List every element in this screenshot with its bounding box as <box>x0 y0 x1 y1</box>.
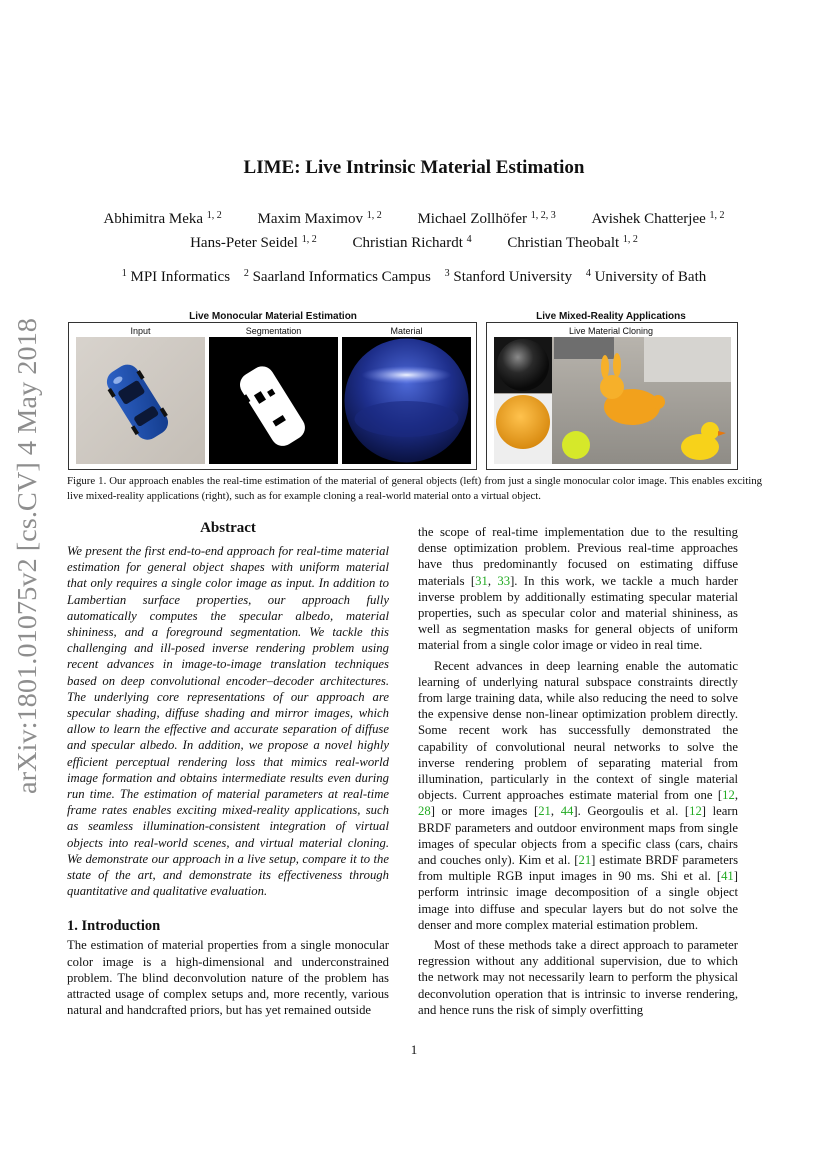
authors-row-1 <box>0 210 828 228</box>
figure-right-title: Live Mixed-Reality Applications <box>536 311 686 322</box>
citation-link[interactable]: 12 <box>722 788 735 803</box>
author: Christian Theobalt $^{1, 2}$ <box>507 234 638 251</box>
citation-link[interactable]: 31 <box>475 573 488 588</box>
intro-heading: 1. Introduction <box>67 918 161 935</box>
figure-caption: Figure 1. Our approach enables the real-time estimation of the material of general objects (left) from just a single monocular color image. This enables exciting live mixed-reality applications (right), such as for example cloning a real-world material onto a virtual object. <box>67 475 762 502</box>
right-paragraph-1: the scope of real-time implementation due to the resulting dense optimization problem. Previous real-time approaches have thus predominantly focused on estimating diffuse materials [31, 33]. In this work, we tackle a much harder inverse problem by additionally estimating specular material properties, such as specular color and material shininess, as well as segmentation masks for general objects of uniform material from a single color image or video in real time. <box>418 525 738 653</box>
material-label: Material <box>390 326 423 336</box>
author: Abhimitra Meka $^{1, 2}$ <box>103 210 222 227</box>
input-label: Input <box>130 326 151 336</box>
affiliations <box>0 268 828 286</box>
arxiv-stamp <box>2 316 46 796</box>
material-sphere-image <box>342 337 471 464</box>
affiliation: $^3$ Stanford University <box>444 268 573 285</box>
affiliation: $^1$ MPI Informatics <box>121 268 231 285</box>
author: Michael Zollhöfer $^{1, 2, 3}$ <box>417 210 556 227</box>
right-paragraph-2: Recent advances in deep learning enable the automatic learning of underlying natural subspace constraints directly from large training data, while also reducing the need to solve the expensive dense non-linear optimization problem directly. Some recent work has successfully demonstrated the capability of convolutional neural networks to solve the inverse rendering problem of separating material from illumination, particularly in the context of single material objects. Current approaches estimate material from one [12, 28] or more images [21, 44]. Georgoulis et al. [12] learn BRDF parameters and outdoor environment maps from single images of specular objects from a specific class (cars, chairs and couches only). Kim et al. [21] estimate BRDF parameters from multiple RGB input images in 90 ms. Shi et al. [41] perform intrinsic image decomposition of a single object image into diffuse and specular layers but do not solve the denser and more complex material estimation problem. <box>418 658 739 932</box>
citation-link[interactable]: 21 <box>538 804 551 819</box>
author: Hans-Peter Seidel $^{1, 2}$ <box>190 234 317 251</box>
citation-link[interactable]: 41 <box>721 869 734 884</box>
affiliation: $^4$ University of Bath <box>585 268 707 285</box>
input-image <box>76 337 205 464</box>
segmentation-label: Segmentation <box>245 326 302 336</box>
arxiv-stamp-text: arXiv:1801.01075v2 [cs.CV] 4 May 2018 <box>12 341 42 794</box>
author: Avishek Chatterjee $^{1, 2}$ <box>591 210 725 227</box>
material-cloning-image <box>494 337 731 464</box>
segmentation-image <box>209 337 338 464</box>
left-column <box>67 520 389 1018</box>
right-column <box>418 524 738 1018</box>
citation-link[interactable]: 44 <box>560 804 574 819</box>
abstract-heading: Abstract <box>200 520 256 536</box>
page-number: 1 <box>410 1042 418 1057</box>
author: Christian Richardt $^4$ <box>352 234 472 251</box>
affiliation: $^2$ Saarland Informatics Campus <box>243 268 431 285</box>
authors-row-2 <box>0 234 828 252</box>
citation-link[interactable]: 21 <box>578 853 592 868</box>
right-paragraph-3: Most of these methods take a direct approach to parameter regression without any additional supervision, due to which the network may not necessarily learn to perform the physical deconvolution operation that is intrinsic to inverse rendering, and hence runs the risk of simply overfitting <box>418 938 738 1017</box>
abstract-text: We present the first end-to-end approach for real-time material estimation for general object shapes with uniform material that only requires a single color image as input. In addition to Lambertian surface properties, our approach fully automatically computes the specular albedo, material shininess, and a foreground segmentation. We tackle this challenging and ill-posed inverse rendering problem using recent advances in image-to-image translation techniques based on deep convolutional encoder–decoder architectures. The underlying core representations of our approach are specular shading, diffuse shading and mirror images, which allow to learn the effective and accurate separation of diffuse and specular albedo. In addition, we propose a novel highly efficient perceptual rendering loss that mimics real-world image formation and obtains intermediate results even during run time. The estimation of material parameters at real-time frame rates enables exciting mixed-reality applications, such as seamless illumination-consistent integration of virtual objects into real-world scenes, and virtual material cloning. We demonstrate our approach in a live setup, compare it to the state of the art, and demonstrate its effectiveness through quantitative and qualitative evaluation. <box>67 544 389 899</box>
paper-title: LIME: Live Intrinsic Material Estimation <box>243 157 585 178</box>
citation-link[interactable]: 33 <box>497 573 511 588</box>
author: Maxim Maximov $^{1, 2}$ <box>257 210 382 227</box>
citation-link[interactable]: 12 <box>689 804 702 819</box>
intro-paragraph: The estimation of material properties from a single monocular color image is a high-dimensional and underconstrained problem. The blind deconvolution nature of the problem has attracted usage of complex setups and, more recently, various natural and handcrafted priors, but has yet remained outside <box>67 938 389 1018</box>
citation-link[interactable]: 28 <box>418 804 431 819</box>
cloning-label: Live Material Cloning <box>568 326 654 336</box>
figure-left-title: Live Monocular Material Estimation <box>189 311 357 322</box>
